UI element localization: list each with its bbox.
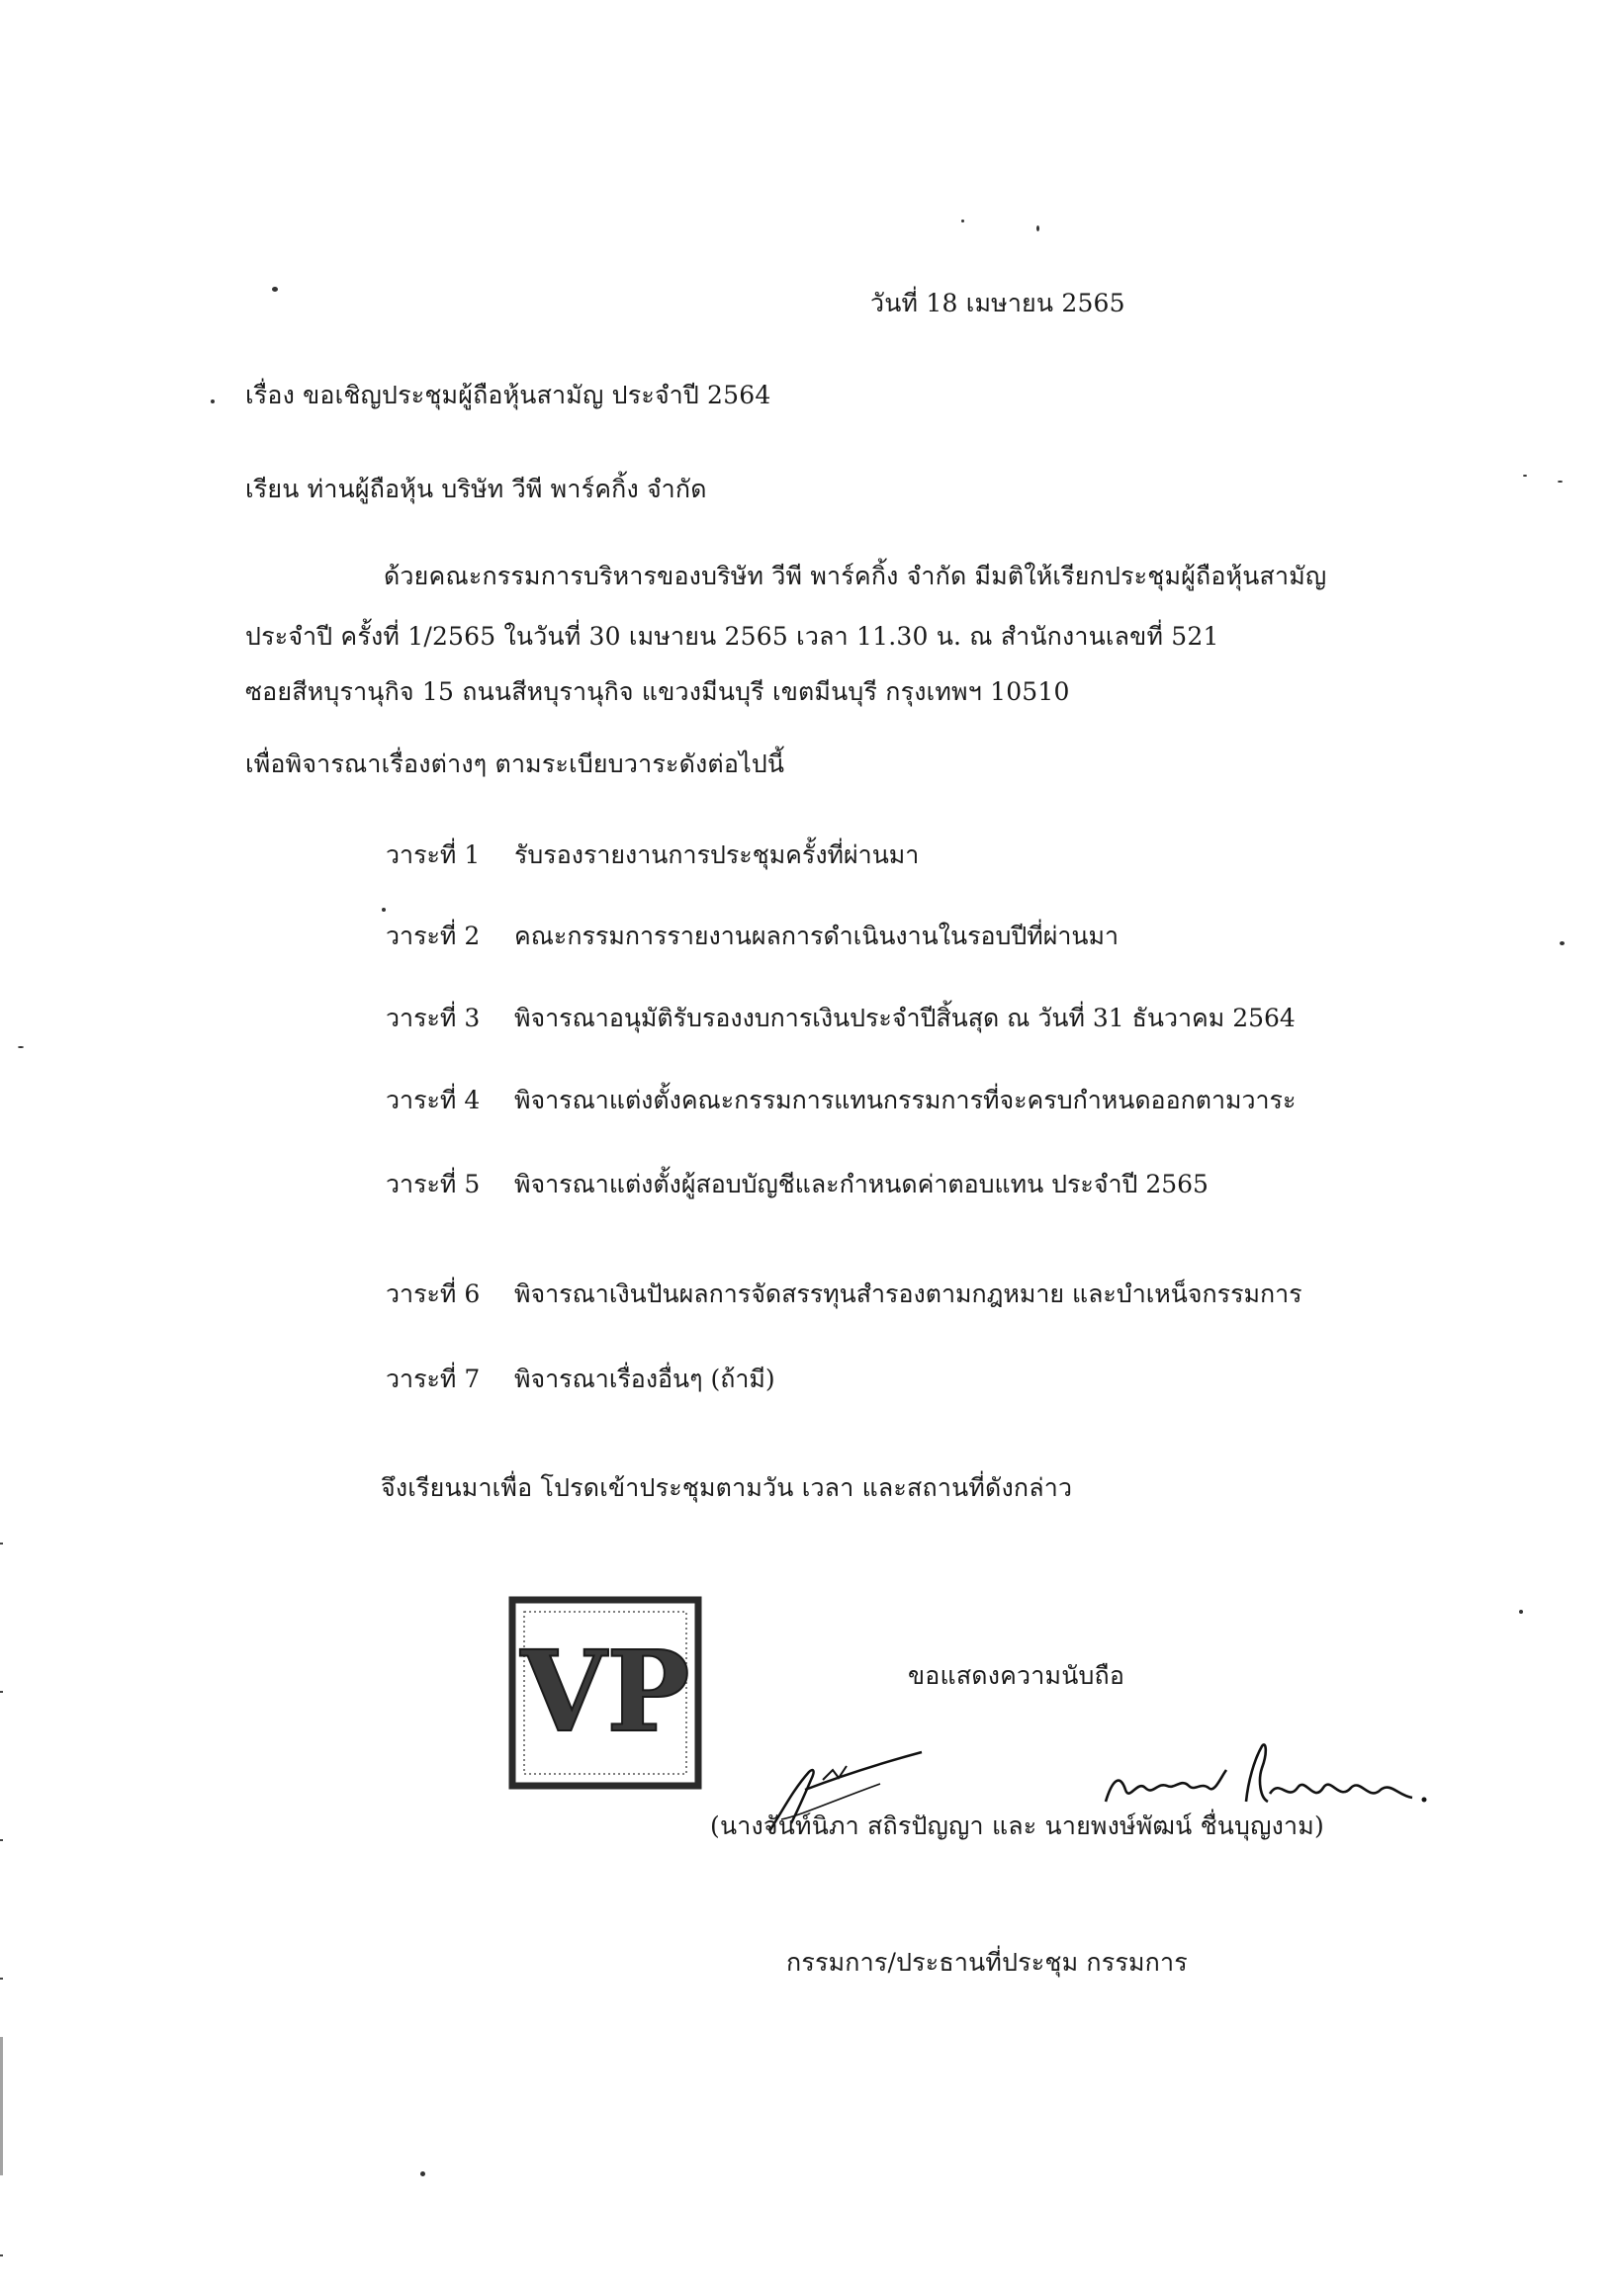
agenda-text: พิจารณาเรื่องอื่นๆ (ถ้ามี) <box>514 1365 775 1393</box>
agenda-item-5 <box>386 1168 1209 1201</box>
agenda-number: วาระที่ 3 <box>386 1004 481 1032</box>
scan-speck <box>961 220 964 222</box>
scan-edge-artifacts <box>0 989 6 2294</box>
scan-speck <box>1523 475 1527 477</box>
agenda-number: วาระที่ 5 <box>386 1170 481 1198</box>
agenda-text: คณะกรรมการรายงานผลการดำเนินงานในรอบปีที่ผ่านมา <box>514 922 1120 950</box>
signatories-names: (นางจันท์นิภา สถิรปัญญา และ นายพงษ์พัฒน์ ชื่นบุญงาม) <box>710 1811 1324 1840</box>
agenda-number: วาระที่ 6 <box>386 1280 481 1308</box>
agenda-text: พิจารณาเงินปันผลการจัดสรรทุนสำรองตามกฎหมาย และบำเหน็จกรรมการ <box>514 1280 1302 1308</box>
agenda-item-1 <box>386 839 919 872</box>
scan-speck <box>382 908 386 912</box>
agenda-item-6 <box>386 1278 1302 1311</box>
signatory-titles: กรรมการ/ประธานที่ประชุม กรรมการ <box>786 1948 1188 1977</box>
agenda-number: วาระที่ 4 <box>386 1086 481 1114</box>
company-stamp-logo <box>506 1594 704 1792</box>
stamp-text: VP <box>520 1628 690 1757</box>
agenda-text: พิจารณาอนุมัติรับรองงบการเงินประจำปีสิ้นสุด ณ วันที่ 31 ธันวาคม 2564 <box>514 1004 1296 1032</box>
body-line-3: ซอยสีหบุรานุกิจ 15 ถนนสีหบุรานุกิจ แขวงมีนบุรี เขตมีนบุรี กรุงเทพฯ 10510 <box>245 677 1070 706</box>
scan-speck <box>420 2171 425 2176</box>
agenda-number: วาระที่ 7 <box>386 1365 481 1393</box>
agenda-text: รับรองรายงานการประชุมครั้งที่ผ่านมา <box>514 840 920 869</box>
scan-speck <box>1558 481 1563 483</box>
scan-speck <box>211 399 215 403</box>
scan-speck <box>18 1046 24 1048</box>
scan-speck <box>1036 225 1039 231</box>
agenda-text: พิจารณาแต่งตั้งคณะกรรมการแทนกรรมการที่จะครบกำหนดออกตามวาระ <box>514 1086 1297 1114</box>
agenda-item-3 <box>386 1002 1296 1035</box>
regards-text: ขอแสดงความนับถือ <box>908 1661 1125 1690</box>
agenda-item-4 <box>386 1084 1296 1117</box>
scan-speck <box>1519 1610 1523 1614</box>
agenda-number: วาระที่ 2 <box>386 922 481 950</box>
scan-speck <box>272 287 278 292</box>
body-line-2: ประจำปี ครั้งที่ 1/2565 ในวันที่ 30 เมษายน 2565 เวลา 11.30 น. ณ สำนักงานเลขที่ 521 <box>245 622 1219 651</box>
agenda-item-2 <box>386 920 1119 953</box>
letter-date: วันที่ 18 เมษายน 2565 <box>870 289 1125 317</box>
body-line-1: ด้วยคณะกรรมการบริหารของบริษัท วีพี พาร์คกิ้ง จำกัด มีมติให้เรียกประชุมผู้ถือหุ้นสามัญ <box>384 562 1327 590</box>
letter-addressee: เรียน ท่านผู้ถือหุ้น บริษัท วีพี พาร์คกิ้ง จำกัด <box>245 475 707 503</box>
closing-sentence: จึงเรียนมาเพื่อ โปรดเข้าประชุมตามวัน เวลา และสถานที่ดังกล่าว <box>381 1473 1073 1502</box>
agenda-text: พิจารณาแต่งตั้งผู้สอบบัญชีและกำหนดค่าตอบแทน ประจำปี 2565 <box>514 1170 1209 1198</box>
letter-subject: เรื่อง ขอเชิญประชุมผู้ถือหุ้นสามัญ ประจำปี 2564 <box>245 381 771 409</box>
agenda-number: วาระที่ 1 <box>386 840 481 869</box>
body-line-4: เพื่อพิจารณาเรื่องต่างๆ ตามระเบียบวาระดังต่อไปนี้ <box>245 750 785 778</box>
agenda-item-7 <box>386 1363 775 1396</box>
scan-speck <box>1560 941 1565 945</box>
